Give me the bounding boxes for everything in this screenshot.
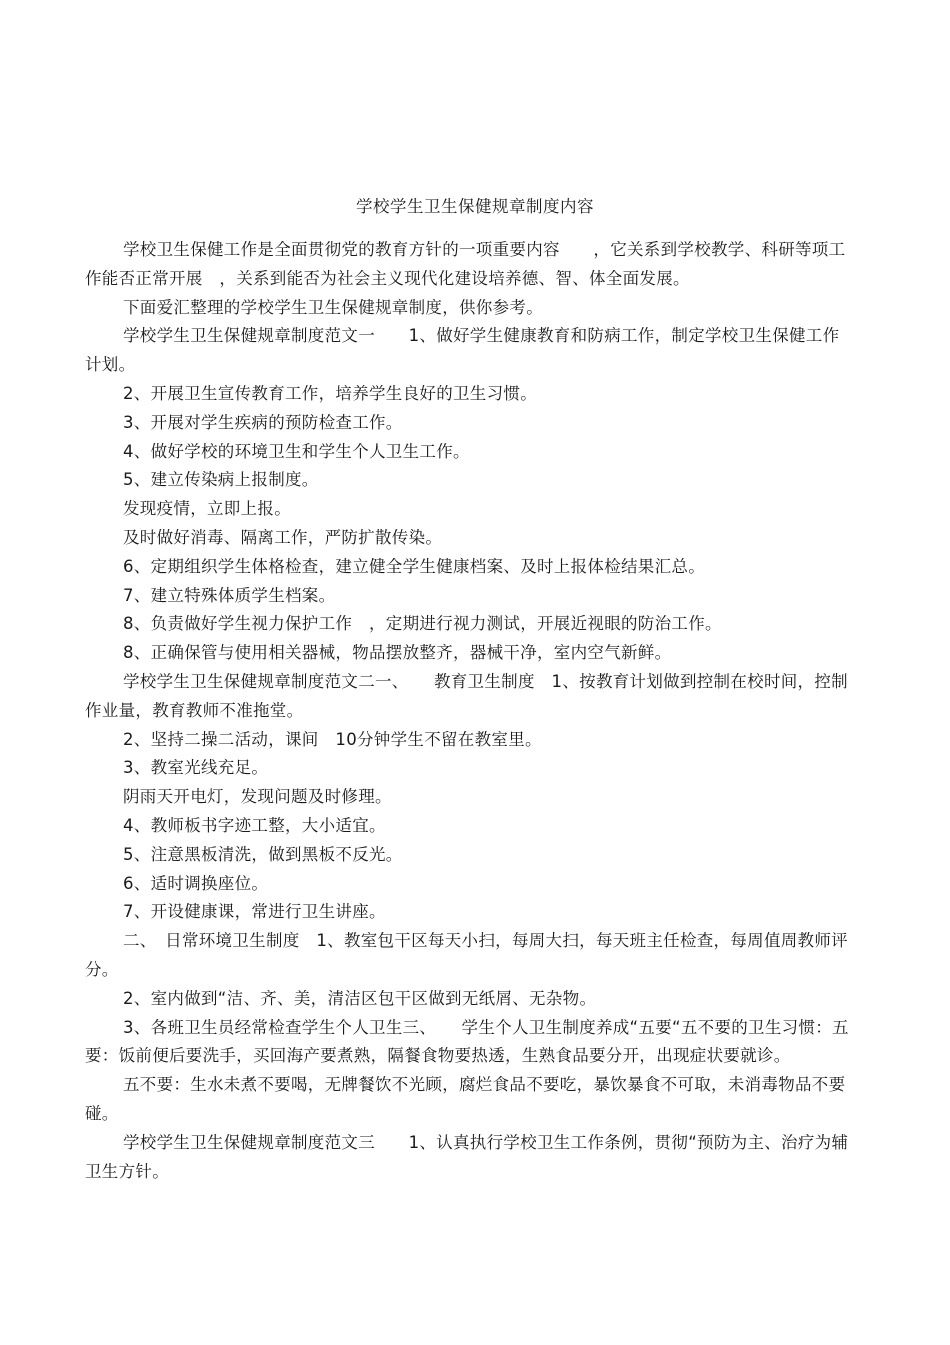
paragraph: 及时做好消毒、隔离工作，严防扩散传染。 bbox=[123, 527, 443, 547]
paragraph: 2、坚持二操二活动，课间 10分钟学生不留在教室里。 bbox=[123, 729, 542, 749]
paragraph: 3、教室光线充足。 bbox=[123, 758, 269, 778]
paragraph: 5、注意黑板清洗，做到黑板不反光。 bbox=[123, 844, 403, 864]
paragraph: 二、 日常环境卫生制度 1、教室包干区每天小扫，每周大扫，每天班主任检查，每周值周教师评分。 bbox=[85, 931, 848, 979]
paragraph: 8、负责做好学生视力保护工作 ，定期进行视力测试，开展近视眼的防治工作。 bbox=[123, 614, 722, 634]
paragraph: 学校卫生保健工作是全面贯彻党的教育方针的一项重要内容 ，它关系到学校教学、科研等项工作能否正常开展 ，关系到能否为社会主义现代化建设培养德、智、体全面发展。 bbox=[85, 240, 846, 288]
paragraph: 学校学生卫生保健规章制度范文三 1、认真执行学校卫生工作条例，贯彻“预防为主、治疗为辅卫生方针。 bbox=[85, 1132, 849, 1181]
paragraph: 下面爱汇整理的学校学生卫生保健规章制度，供你参考。 bbox=[123, 297, 543, 317]
paragraph: 7、建立特殊体质学生档案。 bbox=[123, 585, 336, 605]
paragraph: 3、各班卫生员经常检查学生个人卫生三、 学生个人卫生制度养成“五要“五不要的卫生习惯：五要：饭前便后要洗手，买回海产要煮熟，隔餐食物要热透，生熟食品要分开，出现症状要就诊。 bbox=[85, 1017, 849, 1066]
paragraph: 发现疫情，立即上报。 bbox=[123, 499, 291, 519]
paragraph: 学校学生卫生保健规章制度范文一 1、做好学生健康教育和防病工作，制定学校卫生保健工作计划。 bbox=[85, 326, 840, 375]
paragraph: 6、适时调换座位。 bbox=[123, 873, 269, 893]
paragraph: 7、开设健康课，常进行卫生讲座。 bbox=[123, 902, 386, 922]
document-title: 学校学生卫生保健规章制度内容 bbox=[356, 197, 594, 216]
paragraph: 阴雨天开电灯，发现问题及时修理。 bbox=[123, 787, 392, 807]
paragraph: 4、教师板书字迹工整，大小适宜。 bbox=[123, 815, 386, 835]
paragraph: 2、开展卫生宣传教育工作，培养学生良好的卫生习惯。 bbox=[123, 383, 537, 403]
paragraph: 5、建立传染病上报制度。 bbox=[123, 470, 319, 490]
paragraph: 8、正确保管与使用相关器械，物品摆放整齐，器械干净，室内空气新鲜。 bbox=[123, 643, 672, 663]
document-body bbox=[85, 236, 855, 1186]
paragraph: 6、定期组织学生体格检查，建立健全学生健康档案、及时上报体检结果汇总。 bbox=[123, 556, 705, 576]
paragraph: 2、室内做到“洁、齐、美，清洁区包干区做到无纸屑、无杂物。 bbox=[123, 988, 597, 1008]
paragraph: 3、开展对学生疾病的预防检查工作。 bbox=[123, 412, 403, 432]
paragraph: 学校学生卫生保健规章制度范文二一、 教育卫生制度 1、按教育计划做到控制在校时间，控制作业量，教育教师不准拖堂。 bbox=[85, 671, 848, 720]
paragraph: 4、做好学校的环境卫生和学生个人卫生工作。 bbox=[123, 441, 470, 461]
paragraph: 五不要：生水未煮不要喝，无牌餐饮不光顾，腐烂食品不要吃，暴饮暴食不可取，未消毒物品不要碰。 bbox=[85, 1075, 846, 1123]
